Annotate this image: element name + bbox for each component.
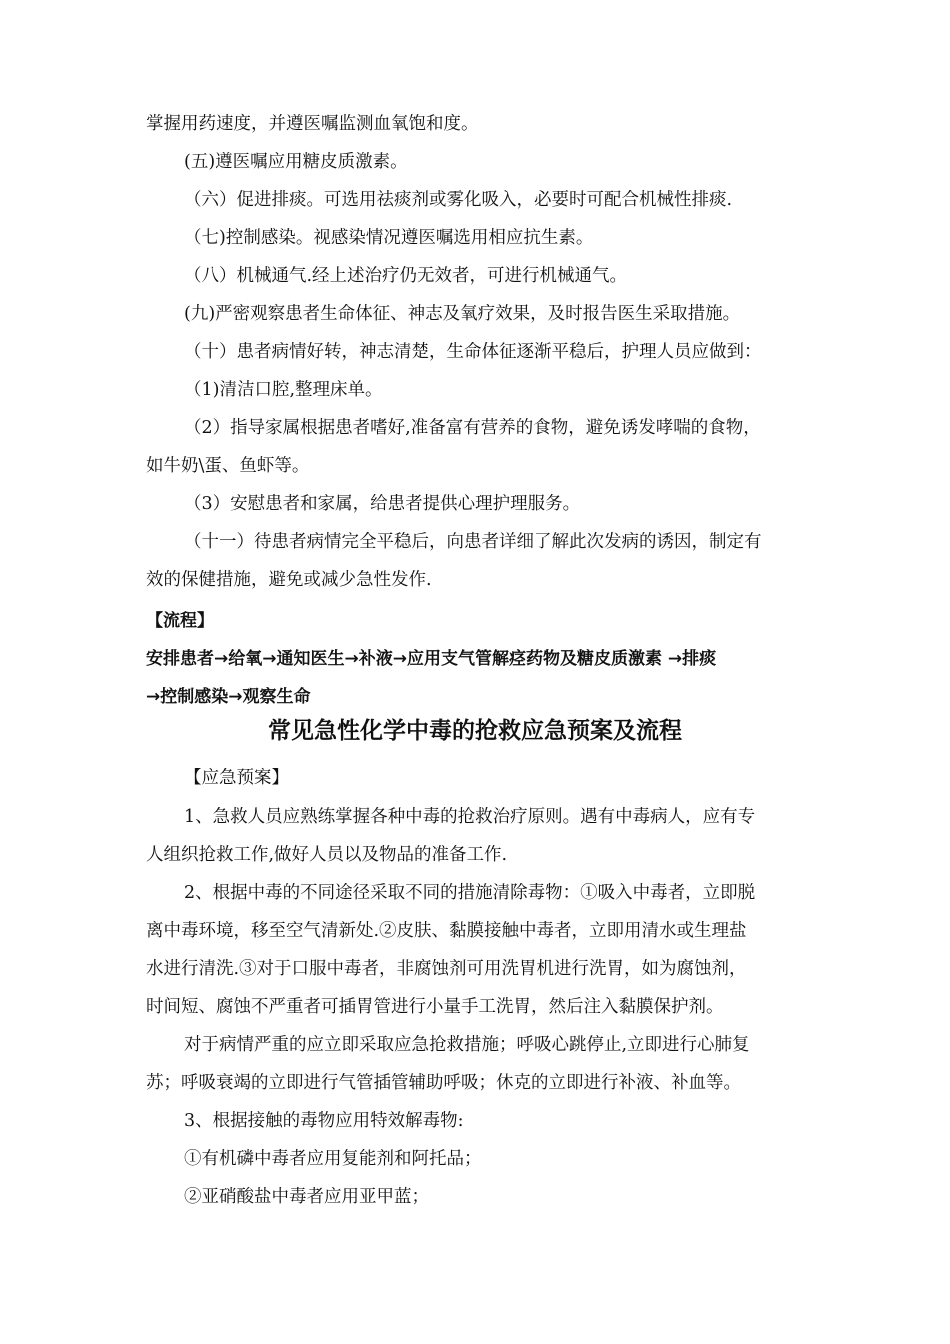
flow-label: 【流程】 [146,611,214,631]
paragraph-line: （十一）待患者病情完全平稳后，向患者详细了解此次发病的诱因，制定有 [184,532,762,552]
paragraph-line: 3、根据接触的毒物应用特效解毒物: [184,1111,464,1131]
paragraph-line: （七)控制感染。视感染情况遵医嘱选用相应抗生素。 [184,228,594,248]
paragraph-line: (五)遵医嘱应用糖皮质激素。 [184,152,408,172]
paragraph-line: 掌握用药速度，并遵医嘱监测血氧饱和度。 [146,114,479,134]
paragraph-line: 离中毒环境，移至空气清新处.②皮肤、黏膜接触中毒者，立即用清水或生理盐 [146,921,747,941]
paragraph-line: 效的保健措施，避免或减少急性发作. [146,570,432,590]
paragraph-line: (九)严密观察患者生命体征、神志及氧疗效果，及时报告医生采取措施。 [184,304,741,324]
paragraph-line: 1、急救人员应熟练掌握各种中毒的抢救治疗原则。遇有中毒病人，应有专 [184,807,756,827]
paragraph-line: 人组织抢救工作,做好人员以及物品的准备工作. [146,845,508,865]
paragraph-line: （2）指导家属根据患者嗜好,准备富有营养的食物，避免诱发哮喘的食物， [184,418,761,438]
paragraph-line: （十）患者病情好转，神志清楚，生命体征逐渐平稳后，护理人员应做到： [184,342,762,362]
section-label: 【应急预案】 [184,768,289,788]
paragraph-line: 水进行清洗.③对于口服中毒者，非腐蚀剂可用洗胃机进行洗胃，如为腐蚀剂， [146,959,747,979]
flow-line: →控制感染→观察生命 [146,687,311,707]
paragraph-line: （八）机械通气.经上述治疗仍无效者，可进行机械通气。 [184,266,628,286]
paragraph-line: 对于病情严重的应立即采取应急抢救措施；呼吸心跳停止,立即进行心肺复 [184,1035,750,1055]
paragraph-line: ①有机磷中毒者应用复能剂和阿托品； [184,1149,482,1169]
paragraph-line: （1)清洁口腔,整理床单。 [184,380,383,400]
paragraph-line: 2、根据中毒的不同途径采取不同的措施清除毒物：①吸入中毒者，立即脱 [184,883,756,903]
section-title: 常见急性化学中毒的抢救应急预案及流程 [268,718,682,744]
paragraph-line: 苏；呼吸衰竭的立即进行气管插管辅助呼吸；休克的立即进行补液、补血等。 [146,1073,741,1093]
paragraph-line: （六）促进排痰。可选用祛痰剂或雾化吸入，必要时可配合机械性排痰. [184,190,733,210]
paragraph-line: （3）安慰患者和家属，给患者提供心理护理服务。 [184,494,581,514]
paragraph-line: 时间短、腐蚀不严重者可插胃管进行小量手工洗胃，然后注入黏膜保护剂。 [146,997,724,1017]
flow-line: 安排患者→给氧→通知医生→补液→应用支气管解痉药物及糖皮质激素 →排痰 [146,649,717,669]
paragraph-line: 如牛奶\蛋、鱼虾等。 [146,456,310,476]
paragraph-line: ②亚硝酸盐中毒者应用亚甲蓝； [184,1187,429,1207]
